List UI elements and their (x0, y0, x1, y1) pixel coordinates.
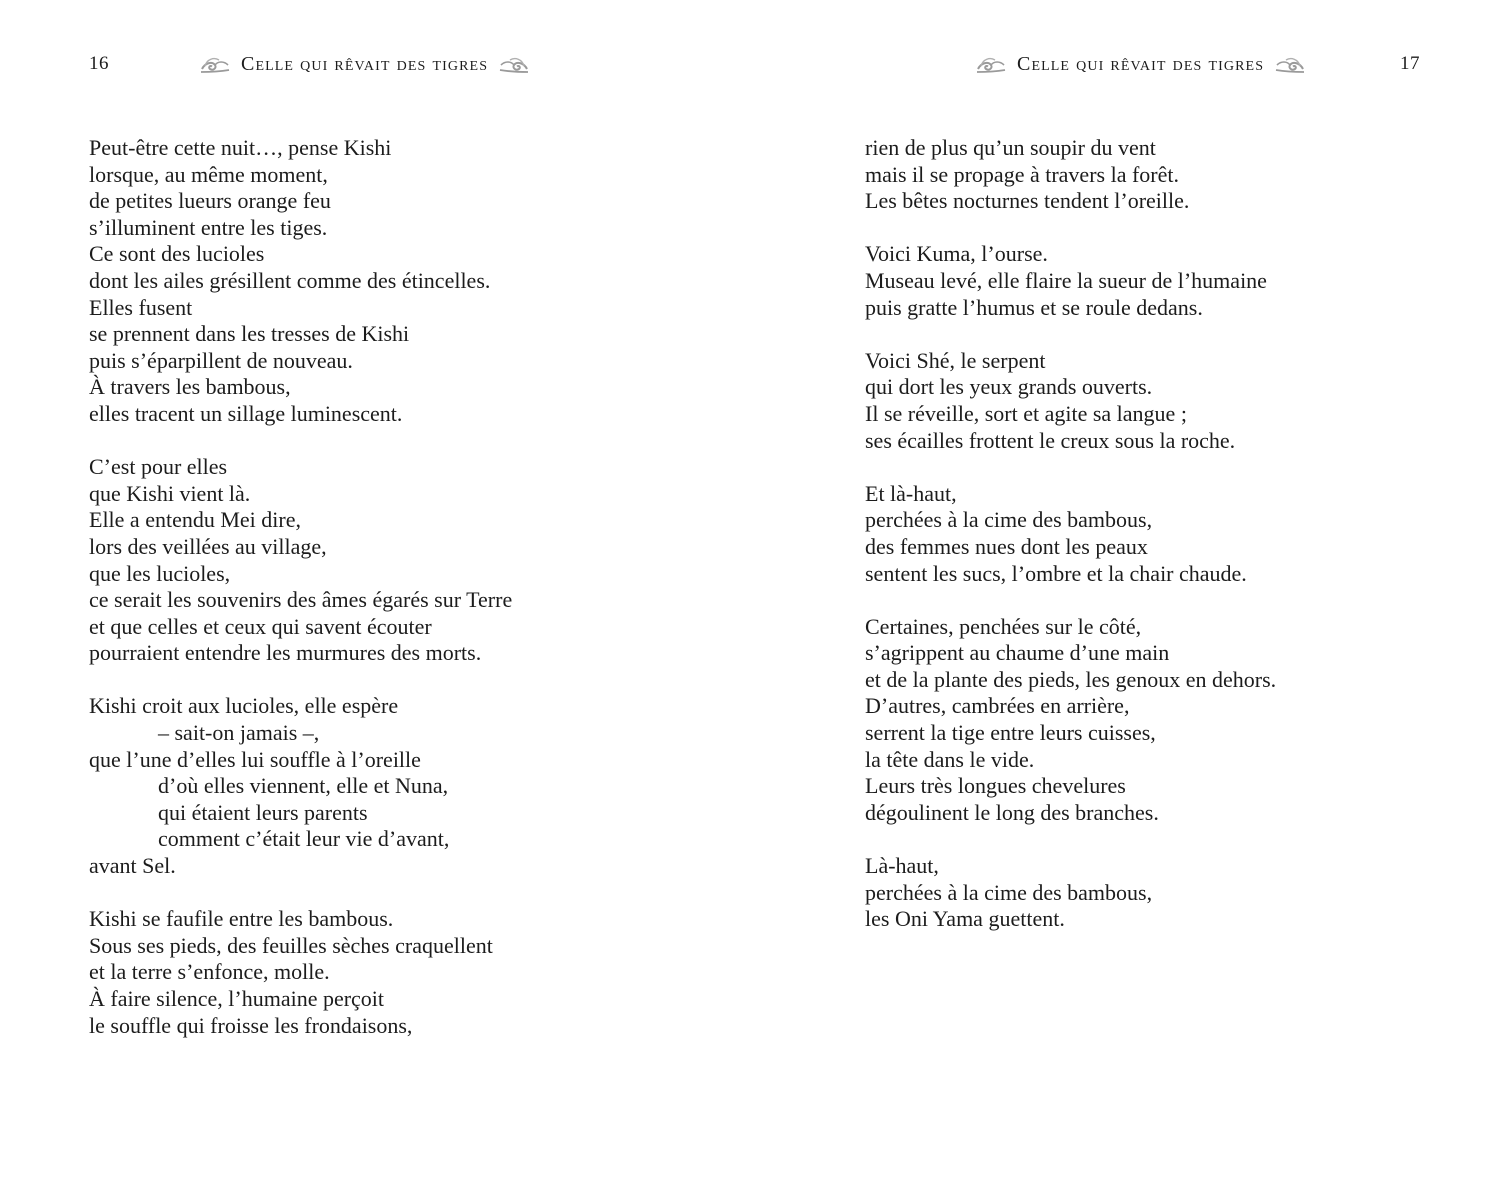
verse-line: puis s’éparpillent de nouveau. (89, 347, 353, 373)
verse-line: qui étaient leurs parents (158, 799, 368, 825)
verse-line: D’autres, cambrées en arrière, (865, 693, 1130, 719)
stanza (865, 348, 1276, 454)
verse-line: perchées à la cime des bambous, (865, 507, 1153, 533)
running-head-title: Celle qui rêvait des tigres (1017, 53, 1265, 75)
verse-line: Certaines, penchées sur le côté, (865, 613, 1142, 639)
verse-line: – sait-on jamais –, (158, 720, 320, 746)
verse-line: elles tracent un sillage luminescent. (89, 400, 403, 426)
verse-line: Ce sont des lucioles (89, 241, 265, 267)
poem-text (865, 135, 1276, 933)
verse-line: dégoulinent le long des branches. (865, 799, 1159, 825)
verse-line: et que celles et ceux qui savent écouter (89, 613, 432, 639)
verse-line: serrent la tige entre leurs cuisses, (865, 720, 1156, 746)
verse-line: ses écailles frottent le creux sous la roche. (865, 427, 1236, 453)
stanza (89, 906, 512, 1039)
stanza (865, 481, 1276, 587)
verse-line: pourraient entendre les murmures des morts. (89, 640, 482, 666)
verse-line: rien de plus qu’un soupir du vent (865, 135, 1156, 160)
verse-line: que l’une d’elles lui souffle à l’oreille (89, 746, 421, 772)
verse-line: dont les ailes grésillent comme des étincelles. (89, 267, 491, 293)
verse-line: le souffle qui froisse les frondaisons, (89, 1012, 413, 1038)
verse-line: Peut-être cette nuit…, pense Kishi (89, 135, 392, 160)
verse-line: Kishi se faufile entre les bambous. (89, 906, 394, 932)
verse-line: des femmes nues dont les peaux (865, 533, 1148, 559)
wave-swirl-icon (498, 53, 530, 75)
stanza (89, 693, 512, 879)
stanza (89, 454, 512, 667)
verse-line: lorsque, au même moment, (89, 161, 328, 187)
left-page (0, 0, 753, 1200)
verse-line: d’où elles viennent, elle et Nuna, (158, 773, 449, 799)
verse-line: que les lucioles, (89, 560, 231, 586)
stanza (865, 241, 1276, 321)
running-head-title: Celle qui rêvait des tigres (241, 53, 489, 75)
verse-line: Là-haut, (865, 853, 939, 879)
wave-swirl-icon (1274, 53, 1306, 75)
page-number: 16 (89, 53, 109, 74)
verse-line: Elles fusent (89, 294, 193, 320)
running-head (199, 50, 530, 78)
wave-swirl-icon (199, 53, 231, 75)
stanza (865, 135, 1276, 215)
verse-line: de petites lueurs orange feu (89, 188, 331, 214)
verse-line: Museau levé, elle flaire la sueur de l’humaine (865, 267, 1267, 293)
verse-line: avant Sel. (89, 853, 176, 879)
verse-line: Elle a entendu Mei dire, (89, 507, 301, 533)
verse-line: s’agrippent au chaume d’une main (865, 640, 1170, 666)
verse-line: sentent les sucs, l’ombre et la chair chaude. (865, 560, 1247, 586)
stanza (865, 614, 1276, 827)
verse-line: s’illuminent entre les tiges. (89, 214, 328, 240)
verse-line: se prennent dans les tresses de Kishi (89, 321, 410, 347)
page-number: 17 (1400, 53, 1420, 74)
verse-line: comment c’était leur vie d’avant, (158, 826, 450, 852)
verse-line: les Oni Yama guettent. (865, 906, 1065, 932)
running-head (975, 50, 1306, 78)
verse-line: qui dort les yeux grands ouverts. (865, 374, 1153, 400)
verse-line: Sous ses pieds, des feuilles sèches craquellent (89, 932, 493, 958)
verse-line: Kishi croit aux lucioles, elle espère (89, 693, 399, 719)
verse-line: et la terre s’enfonce, molle. (89, 959, 330, 985)
verse-line: que Kishi vient là. (89, 480, 251, 506)
verse-line: Voici Kuma, l’ourse. (865, 241, 1048, 267)
verse-line: ce serait les souvenirs des âmes égarés sur Terre (89, 587, 513, 613)
right-page (753, 0, 1507, 1200)
verse-line: la tête dans le vide. (865, 746, 1035, 772)
verse-line: À travers les bambous, (89, 374, 291, 400)
verse-line: À faire silence, l’humaine perçoit (89, 986, 385, 1011)
poem-text (89, 135, 512, 1039)
verse-line: Et là-haut, (865, 480, 957, 506)
stanza (89, 135, 512, 428)
verse-line: Leurs très longues chevelures (865, 773, 1126, 799)
stanza (865, 853, 1276, 933)
verse-line: lors des veillées au village, (89, 533, 327, 559)
wave-swirl-icon (975, 53, 1007, 75)
verse-line: perchées à la cime des bambous, (865, 879, 1153, 905)
verse-line: Voici Shé, le serpent (865, 347, 1046, 373)
verse-line: Les bêtes nocturnes tendent l’oreille. (865, 188, 1190, 214)
verse-line: mais il se propage à travers la forêt. (865, 161, 1179, 187)
verse-line: puis gratte l’humus et se roule dedans. (865, 294, 1203, 320)
verse-line: C’est pour elles (89, 454, 228, 480)
verse-line: et de la plante des pieds, les genoux en dehors. (865, 666, 1277, 692)
verse-line: Il se réveille, sort et agite sa langue ; (865, 400, 1187, 426)
